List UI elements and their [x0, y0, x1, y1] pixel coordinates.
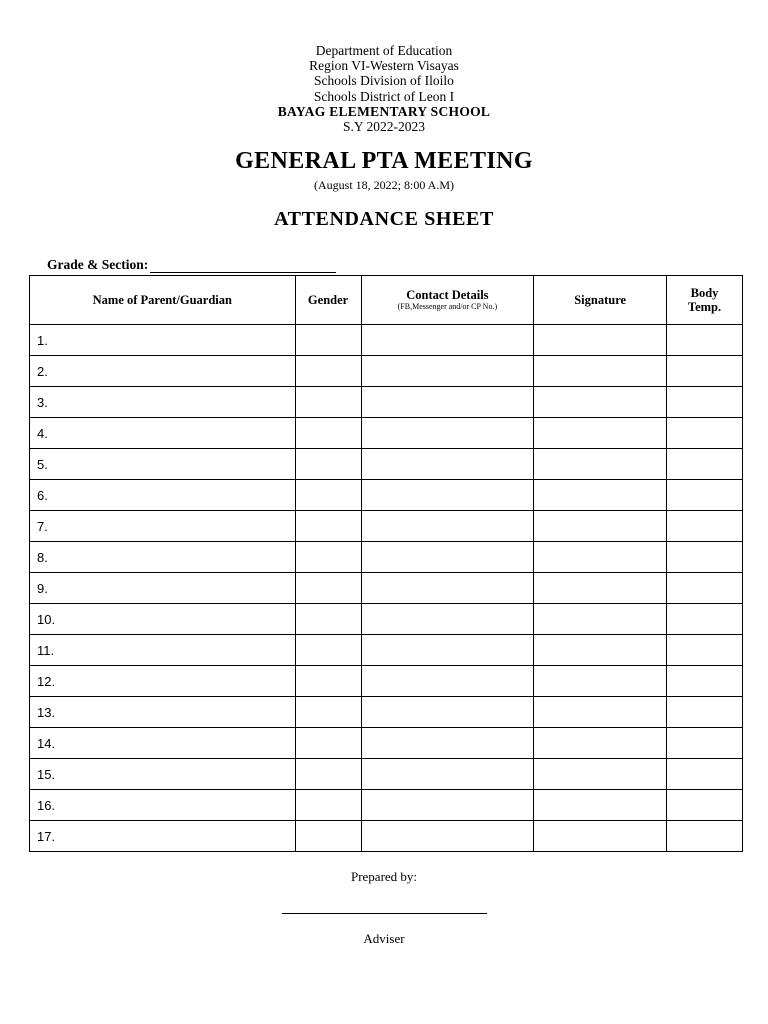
- contact-cell: [361, 728, 534, 759]
- contact-cell: [361, 325, 534, 356]
- column-header-contact: [361, 276, 534, 325]
- prepared-by-label: Prepared by:: [350, 869, 418, 884]
- signature-cell: [534, 759, 667, 790]
- contact-header-note: (FB,Messenger and/or CP No.): [397, 302, 498, 311]
- contact-cell: [361, 759, 534, 790]
- row-number-name-cell: 15.: [30, 759, 296, 790]
- row-number-name-cell: 2.: [30, 356, 296, 387]
- row-number-name-cell: 11.: [30, 635, 296, 666]
- signature-cell: [534, 356, 667, 387]
- document-header: [0, 43, 768, 134]
- meeting-title: GENERAL PTA MEETING: [235, 148, 533, 174]
- contact-cell: [361, 635, 534, 666]
- signature-cell: [534, 728, 667, 759]
- attendance-table: [29, 275, 743, 852]
- contact-cell: [361, 511, 534, 542]
- contact-cell: [361, 573, 534, 604]
- table-row: [30, 387, 743, 418]
- signature-cell: [534, 511, 667, 542]
- signature-cell: [534, 604, 667, 635]
- signature-cell: [534, 418, 667, 449]
- row-number-name-cell: 13.: [30, 697, 296, 728]
- contact-cell: [361, 604, 534, 635]
- gender-cell: [295, 573, 361, 604]
- signature-cell: [534, 821, 667, 852]
- table-header-row: [30, 276, 743, 325]
- table-row: [30, 511, 743, 542]
- table-row: [30, 759, 743, 790]
- grade-section-field: [47, 257, 336, 273]
- row-number-name-cell: 7.: [30, 511, 296, 542]
- signature-cell: [534, 666, 667, 697]
- body-temp-header-line2: Temp.: [687, 300, 722, 314]
- header-line-department: Department of Education: [315, 43, 453, 58]
- contact-cell: [361, 666, 534, 697]
- body-temp-cell: [667, 666, 743, 697]
- row-number-name-cell: 1.: [30, 325, 296, 356]
- signature-cell: [534, 480, 667, 511]
- gender-cell: [295, 387, 361, 418]
- contact-cell: [361, 542, 534, 573]
- gender-cell: [295, 728, 361, 759]
- contact-cell: [361, 387, 534, 418]
- row-number-name-cell: 9.: [30, 573, 296, 604]
- header-line-region: Region VI-Western Visayas: [309, 58, 459, 74]
- school-name: BAYAG ELEMENTARY SCHOOL: [277, 103, 491, 119]
- contact-cell: [361, 480, 534, 511]
- gender-cell: [295, 325, 361, 356]
- contact-cell: [361, 790, 534, 821]
- body-temp-cell: [667, 480, 743, 511]
- contact-header-label: Contact Details: [406, 288, 489, 302]
- meeting-date: (August 18, 2022; 8:00 A.M): [313, 178, 454, 192]
- school-year: S.Y 2022-2023: [342, 119, 425, 135]
- contact-cell: [361, 449, 534, 480]
- signature-cell: [534, 790, 667, 821]
- body-temp-cell: [667, 418, 743, 449]
- body-temp-cell: [667, 325, 743, 356]
- table-row: [30, 666, 743, 697]
- signature-cell: [534, 697, 667, 728]
- table-row: [30, 356, 743, 387]
- signature-cell: [534, 449, 667, 480]
- table-row: [30, 697, 743, 728]
- body-temp-cell: [667, 449, 743, 480]
- adviser-signature-line: [282, 913, 487, 914]
- table-row: [30, 728, 743, 759]
- table-row: [30, 480, 743, 511]
- sheet-title: ATTENDANCE SHEET: [274, 208, 494, 230]
- table-row: [30, 604, 743, 635]
- row-number-name-cell: 17.: [30, 821, 296, 852]
- row-number-name-cell: 16.: [30, 790, 296, 821]
- adviser-label: Adviser: [363, 931, 405, 946]
- table-row: [30, 821, 743, 852]
- table-row: [30, 573, 743, 604]
- gender-cell: [295, 697, 361, 728]
- gender-cell: [295, 604, 361, 635]
- grade-section-label: Grade & Section:: [47, 257, 149, 272]
- body-temp-cell: [667, 604, 743, 635]
- column-header-signature: Signature: [534, 276, 667, 325]
- body-temp-cell: [667, 511, 743, 542]
- gender-cell: [295, 790, 361, 821]
- signature-cell: [534, 573, 667, 604]
- attendance-rows: [30, 325, 743, 852]
- row-number-name-cell: 8.: [30, 542, 296, 573]
- gender-cell: [295, 666, 361, 697]
- gender-cell: [295, 418, 361, 449]
- gender-cell: [295, 821, 361, 852]
- row-number-name-cell: 3.: [30, 387, 296, 418]
- body-temp-cell: [667, 356, 743, 387]
- body-temp-cell: [667, 387, 743, 418]
- row-number-name-cell: 14.: [30, 728, 296, 759]
- gender-cell: [295, 542, 361, 573]
- signature-cell: [534, 635, 667, 666]
- body-temp-cell: [667, 759, 743, 790]
- body-temp-cell: [667, 821, 743, 852]
- table-row: [30, 542, 743, 573]
- row-number-name-cell: 5.: [30, 449, 296, 480]
- contact-cell: [361, 418, 534, 449]
- body-temp-cell: [667, 635, 743, 666]
- row-number-name-cell: 6.: [30, 480, 296, 511]
- header-line-district: Schools District of Leon I: [313, 88, 455, 104]
- gender-cell: [295, 449, 361, 480]
- grade-section-blank-line: [150, 259, 336, 273]
- body-temp-cell: [667, 542, 743, 573]
- gender-cell: [295, 511, 361, 542]
- column-header-gender: Gender: [295, 276, 361, 325]
- gender-cell: [295, 480, 361, 511]
- contact-cell: [361, 356, 534, 387]
- column-header-body-temp: [667, 276, 743, 325]
- table-row: [30, 635, 743, 666]
- body-temp-cell: [667, 573, 743, 604]
- gender-cell: [295, 759, 361, 790]
- body-temp-cell: [667, 728, 743, 759]
- row-number-name-cell: 4.: [30, 418, 296, 449]
- column-header-name: Name of Parent/Guardian: [30, 276, 296, 325]
- table-row: [30, 449, 743, 480]
- body-temp-header-line1: Body: [690, 286, 719, 300]
- table-row: [30, 418, 743, 449]
- body-temp-cell: [667, 790, 743, 821]
- header-line-division: Schools Division of Iloilo: [314, 73, 454, 89]
- gender-cell: [295, 635, 361, 666]
- signature-cell: [534, 325, 667, 356]
- contact-cell: [361, 821, 534, 852]
- row-number-name-cell: 12.: [30, 666, 296, 697]
- contact-cell: [361, 697, 534, 728]
- body-temp-cell: [667, 697, 743, 728]
- table-row: [30, 325, 743, 356]
- signature-cell: [534, 542, 667, 573]
- table-row: [30, 790, 743, 821]
- signature-cell: [534, 387, 667, 418]
- gender-cell: [295, 356, 361, 387]
- row-number-name-cell: 10.: [30, 604, 296, 635]
